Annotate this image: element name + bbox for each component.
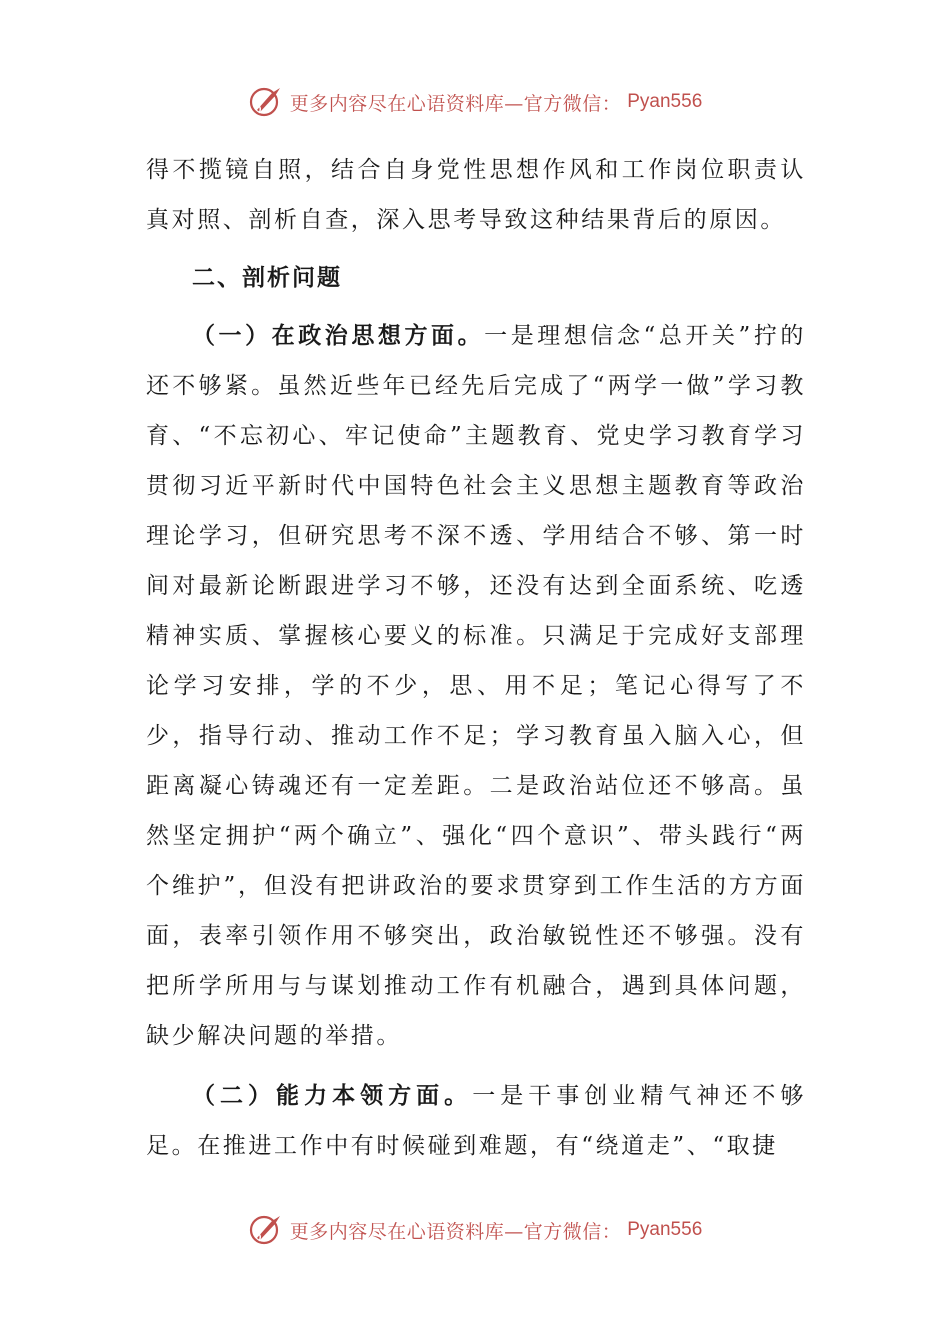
paragraph-political-thought [146, 311, 806, 1061]
paragraph-text: 一是理想信念“总开关”拧的还不够紧。虽然近些年已经先后完成了“两学一做”学习教育、“不忘初心、牢记使命”主题教育、党史学习教育学习贯彻习近平新时代中国特色社会主义思想主题教育等政治理论学习，但研究思考不深不透、学用结合不够、第一时间对最新论断跟进学习不够，还没有达到全面系统、吃透精神实质、掌握核心要义的标准。只满足于完成好支部理论学习安排，学的不少，思、用不足；笔记心得写了不少，指导行动、推动工作不足；学习教育虽入脑入心，但距离凝心铸魂还有一定差距。二是政治站位还不够高。虽然坚定拥护“两个确立”、强化“四个意识”、带头践行“两个维护”，但没有把讲政治的要求贯穿到工作生活的方方面面，表率引领作用不够突出，政治敏锐性还不够强。没有把所学所用与与谋划推动工作有机融合，遇到具体问题，缺少解决问题的举措。 [146, 323, 806, 1049]
watermark-text: 更多内容尽在心语资料库—官方微信： [289, 92, 622, 115]
watermark-banner-bottom [0, 1210, 950, 1250]
quill-logo-icon [248, 1212, 284, 1248]
paragraph-ability [146, 1071, 806, 1171]
document-body [146, 145, 806, 1171]
continuation-paragraph: 得不揽镜自照，结合自身党性思想作风和工作岗位职责认真对照、剖析自查，深入思考导致这种结果背后的原因。 [146, 157, 806, 233]
watermark-id: Pyan556 [627, 1219, 703, 1240]
paragraph-text: 一是干事创业精气神还不够足。在推进工作中有时候碰到难题，有“绕道走”、“取捷 [146, 1083, 807, 1159]
quill-logo-icon [248, 84, 284, 120]
watermark-banner-top [0, 82, 950, 122]
watermark-id: Pyan556 [627, 91, 703, 112]
watermark-text: 更多内容尽在心语资料库—官方微信： [289, 1220, 622, 1243]
paragraph-lead: （二）能力本领方面。 [192, 1083, 473, 1109]
section-heading: 二、剖析问题 [192, 265, 342, 291]
paragraph-lead: （一）在政治思想方面。 [192, 323, 485, 349]
